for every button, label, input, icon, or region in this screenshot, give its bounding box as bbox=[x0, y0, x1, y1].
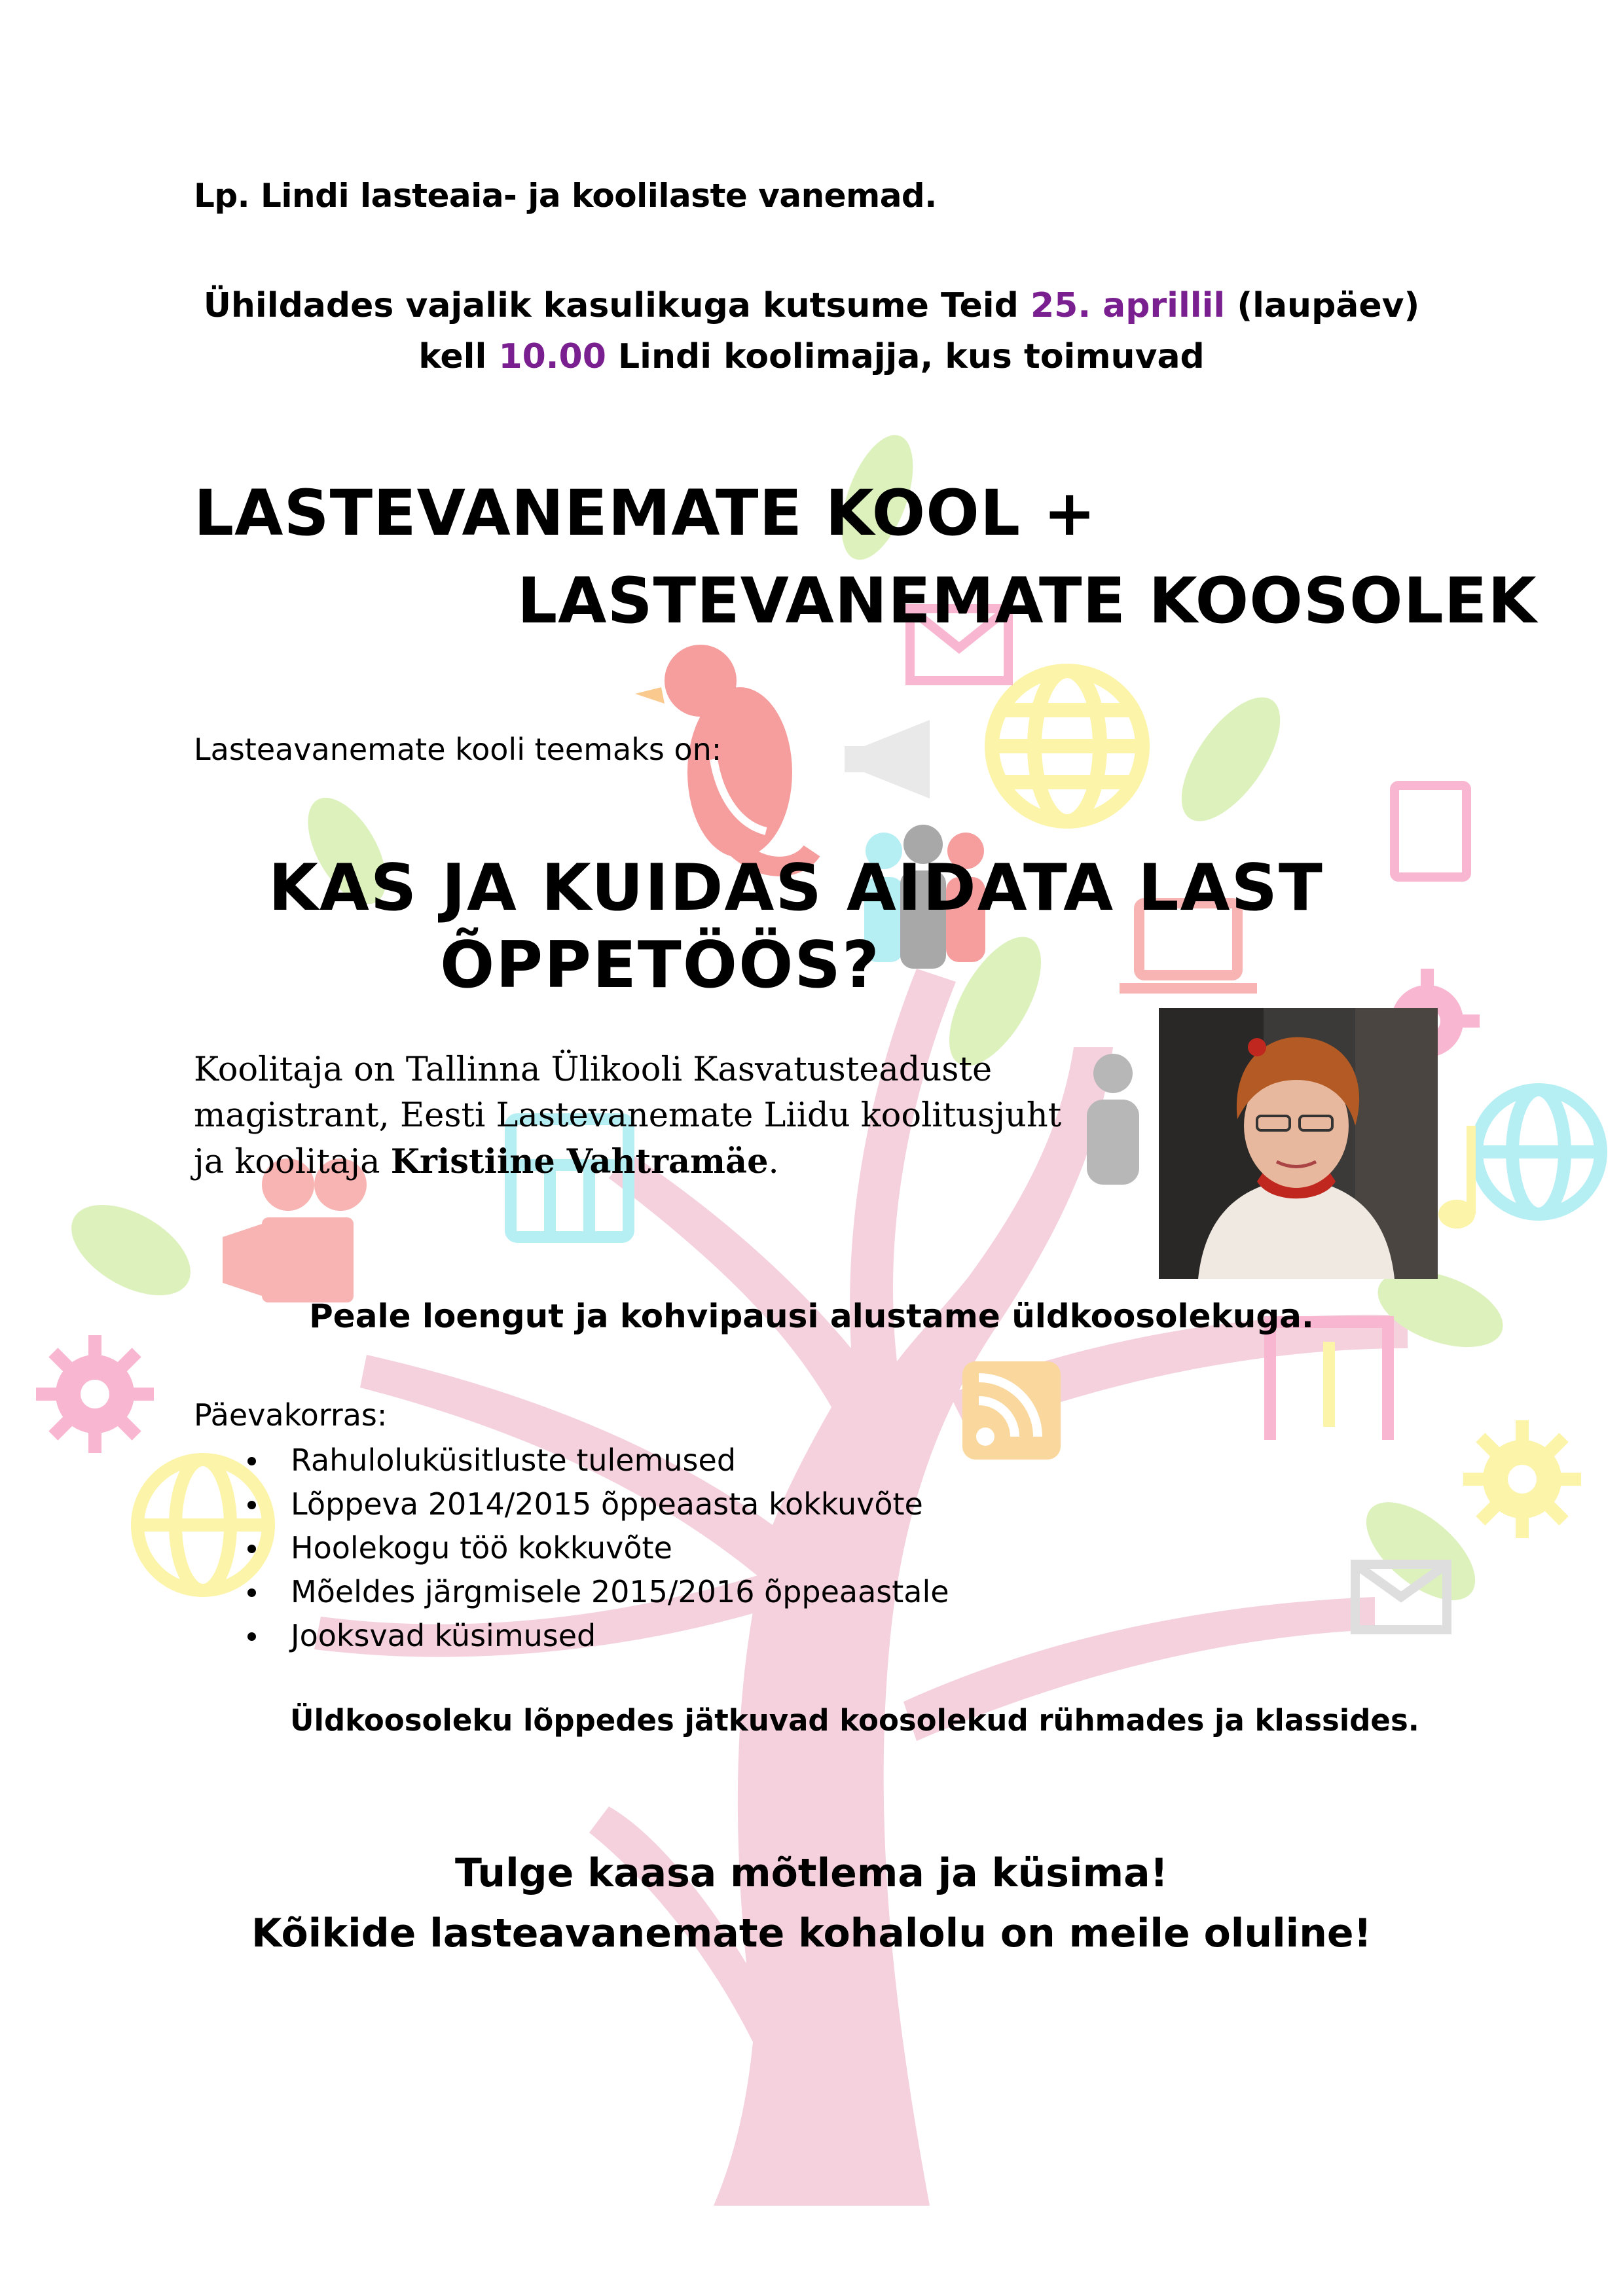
question-line-1: KAS JA KUIDAS AIDATA LAST bbox=[268, 851, 1324, 925]
agenda-title: Päevakorras: bbox=[194, 1397, 388, 1433]
headline-line-2: LASTEVANEMATE KOOSOLEK bbox=[517, 564, 1537, 637]
globe-icon bbox=[1476, 1090, 1601, 1214]
invite-line-2 bbox=[0, 331, 1623, 382]
question-line-2: ÕPPETÖÖS? bbox=[440, 928, 881, 1003]
megaphone-icon bbox=[845, 720, 930, 798]
invite-location: Lindi koolimajja, kus toimuvad bbox=[606, 337, 1205, 376]
closing-note: Üldkoosoleku lõppedes jätkuvad koosolekud rühmades ja klassides. bbox=[290, 1703, 1419, 1738]
invite-line-1 bbox=[0, 280, 1623, 331]
rss-icon bbox=[962, 1361, 1061, 1460]
trainer-text-end: . bbox=[768, 1143, 779, 1181]
globe-icon bbox=[992, 671, 1142, 821]
agenda-item: Mõeldes järgmisele 2015/2016 õppeaastale bbox=[242, 1570, 949, 1614]
closing-line-1: Tulge kaasa mõtlema ja küsima! bbox=[455, 1850, 1168, 1896]
agenda-item: Hoolekogu töö kokkuvõte bbox=[242, 1526, 949, 1570]
invite-day: (laupäev) bbox=[1225, 286, 1420, 325]
after-lecture-note: Peale loengut ja kohvipausi alustame üldkoosolekuga. bbox=[309, 1297, 1314, 1335]
agenda-item: Lõppeva 2014/2015 õppeaasta kokkuvõte bbox=[242, 1482, 949, 1526]
closing-line-2: Kõikide lasteavanemate kohalolu on meile oluline! bbox=[251, 1910, 1372, 1956]
trainer-text: Koolitaja on Tallinna Ülikooli Kasvatusteaduste magistrant, Eesti Lastevanemate Liidu koolitusjuht ja koolitaja bbox=[194, 1050, 1062, 1181]
theme-intro: Lasteavanemate kooli teemaks on: bbox=[194, 732, 722, 767]
event-time: 10.00 bbox=[498, 337, 606, 376]
frame-icon bbox=[1395, 785, 1467, 877]
headline-line-1: LASTEVANEMATE KOOL + bbox=[194, 476, 1097, 550]
gear-icon bbox=[1463, 1420, 1581, 1538]
agenda-list bbox=[242, 1439, 949, 1658]
event-date: 25. aprillil bbox=[1030, 286, 1226, 325]
trainer-name: Kristiine Vahtramäe bbox=[390, 1142, 769, 1181]
invite-text: kell bbox=[418, 337, 499, 376]
agenda-item: Jooksvad küsimused bbox=[242, 1614, 949, 1658]
greeting: Lp. Lindi lasteaia- ja koolilaste vanemad. bbox=[194, 177, 937, 215]
trainer-description bbox=[194, 1047, 1097, 1185]
trainer-photo bbox=[1159, 1008, 1438, 1279]
agenda-item: Rahuloluküsitluste tulemused bbox=[242, 1439, 949, 1482]
invite-text: Ühildades vajalik kasulikuga kutsume Teid bbox=[203, 286, 1030, 325]
gear-icon bbox=[36, 1335, 154, 1453]
music-note-icon bbox=[1438, 1126, 1476, 1229]
